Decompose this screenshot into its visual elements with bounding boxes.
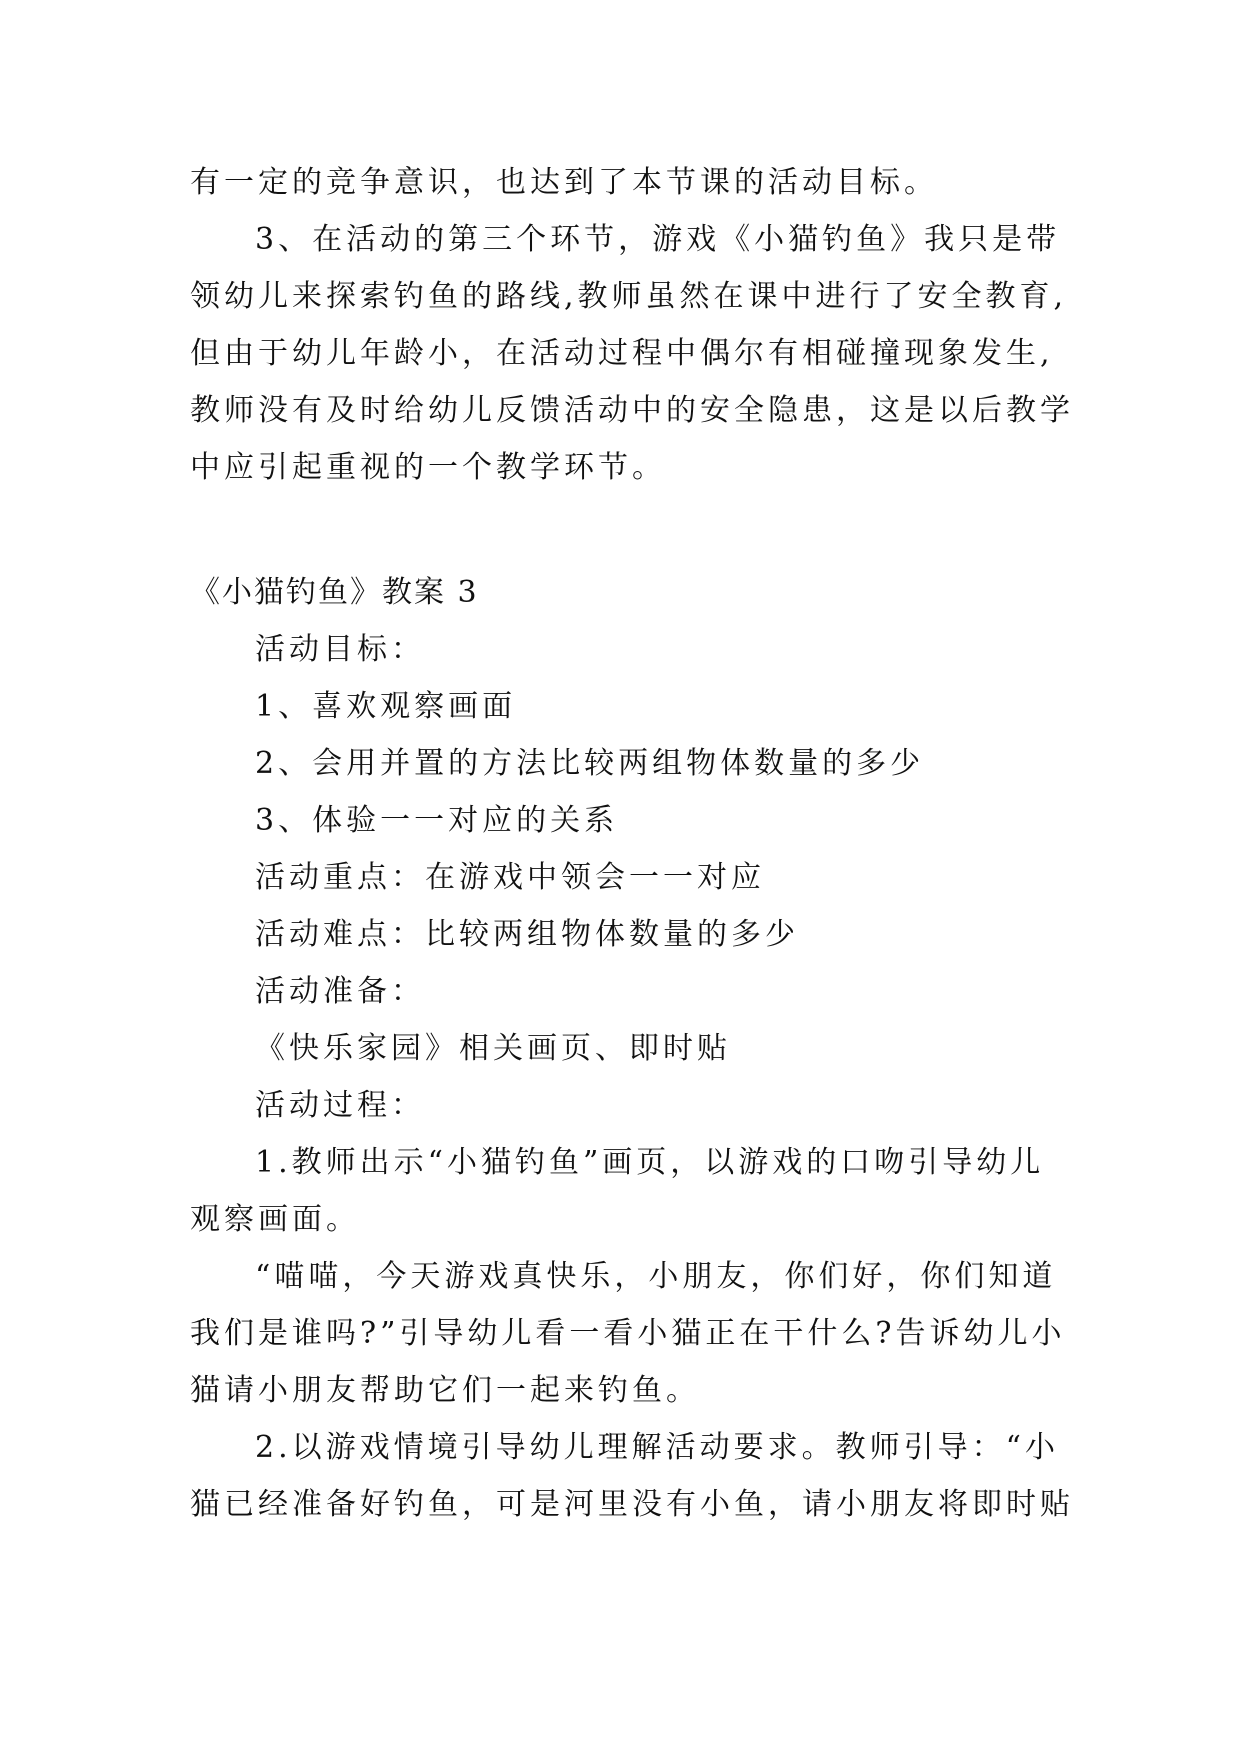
text-line: 观察画面。	[190, 1202, 360, 1237]
text-line: 1、喜欢观察画面	[255, 689, 517, 724]
text-line: 活动准备：	[255, 974, 425, 1009]
section-title: 《小猫钓鱼》教案 3	[190, 575, 479, 610]
text-line: 2、会用并置的方法比较两组物体数量的多少	[255, 746, 925, 781]
text-line: 有一定的竞争意识，也达到了本节课的活动目标。	[190, 165, 938, 200]
text-line: 活动重点：在游戏中领会一一对应	[255, 860, 765, 895]
text-line: 猫已经准备好钓鱼，可是河里没有小鱼，请小朋友将即时贴	[190, 1487, 1074, 1522]
text-line: 《快乐家园》相关画页、即时贴	[255, 1031, 731, 1066]
text-line: 猫请小朋友帮助它们一起来钓鱼。	[190, 1373, 700, 1408]
text-line: 3、体验一一对应的关系	[255, 803, 619, 838]
text-line: 3、在活动的第三个环节，游戏《小猫钓鱼》我只是带	[255, 222, 1061, 257]
text-line: 1.教师出示“小猫钓鱼”画页，以游戏的口吻引导幼儿	[255, 1145, 1045, 1180]
text-line: 中应引起重视的一个教学环节。	[190, 450, 666, 485]
text-line: 我们是谁吗?”引导幼儿看一看小猫正在干什么?告诉幼儿小	[190, 1316, 1066, 1351]
text-line: 教师没有及时给幼儿反馈活动中的安全隐患，这是以后教学	[190, 393, 1074, 428]
text-line: 但由于幼儿年龄小，在活动过程中偶尔有相碰撞现象发生,	[190, 336, 1054, 371]
text-line: “喵喵，今天游戏真快乐，小朋友，你们好，你们知道	[255, 1259, 1057, 1294]
text-line: 2.以游戏情境引导幼儿理解活动要求。教师引导：“小	[255, 1430, 1059, 1465]
text-line: 活动难点：比较两组物体数量的多少	[255, 917, 799, 952]
text-line: 活动目标：	[255, 632, 425, 667]
text-line: 活动过程：	[255, 1088, 425, 1123]
text-line: 领幼儿来探索钓鱼的路线,教师虽然在课中进行了安全教育,	[190, 279, 1068, 314]
